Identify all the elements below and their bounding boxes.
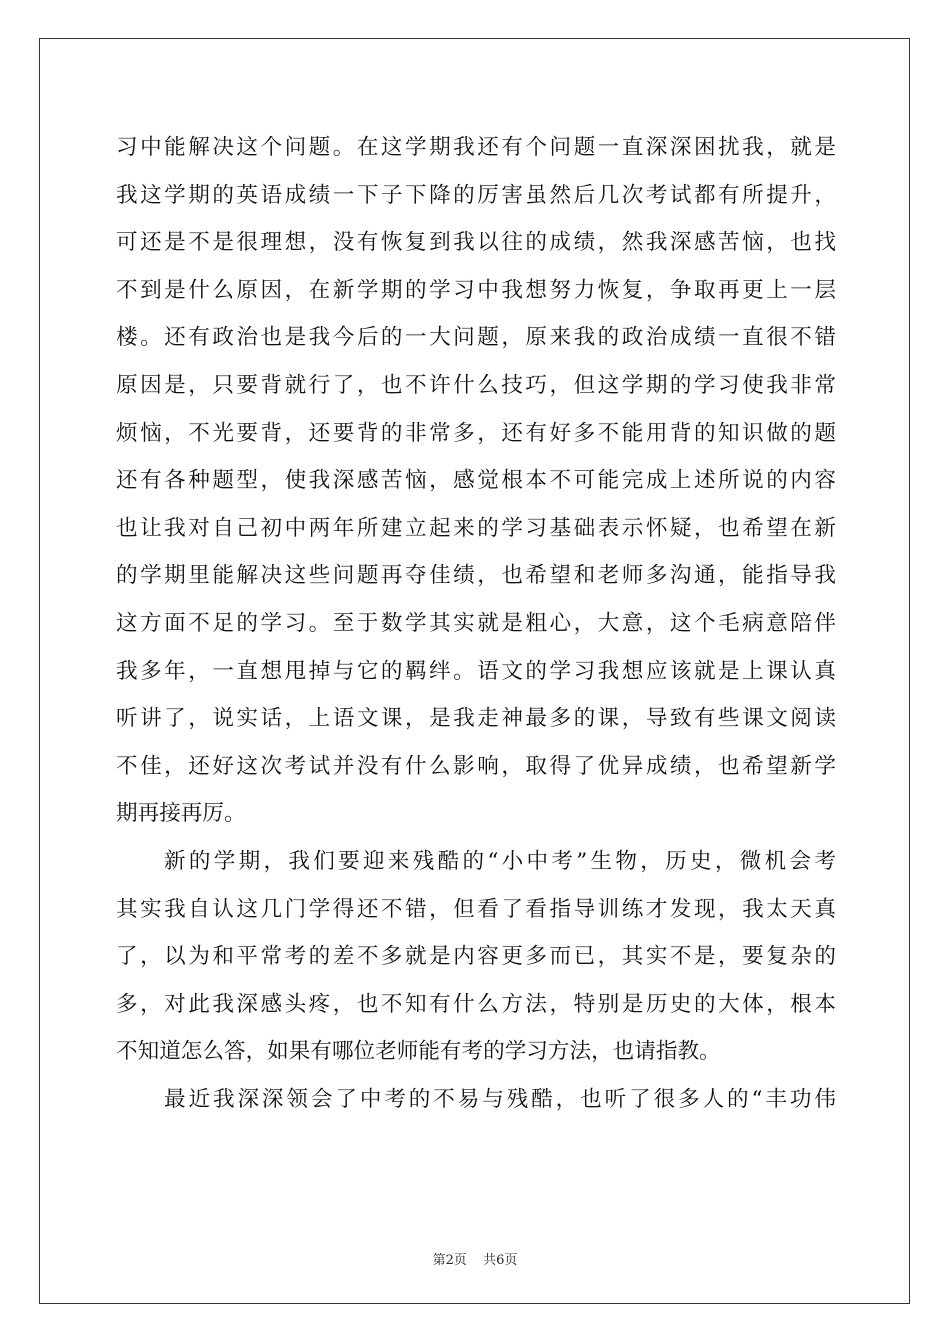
- text-line: 不到是什么原因，在新学期的学习中我想努力恢复，争取再更上一层: [116, 277, 836, 303]
- text-line: 这方面不足的学习。至于数学其实就是粗心，大意，这个毛病意陪伴: [116, 610, 836, 636]
- page-total: 共6页: [483, 1253, 518, 1268]
- text-line: 可还是不是很理想，没有恢复到我以往的成绩，然我深感苦恼，也找: [116, 230, 836, 256]
- text-line: 也让我对自己初中两年所建立起来的学习基础表示怀疑，也希望在新: [116, 515, 836, 541]
- text-line: 其实我自认这几门学得还不错，但看了看指导训练才发现，我太天真: [116, 896, 836, 922]
- document-body: [116, 124, 836, 1123]
- text-line: 我这学期的英语成绩一下子下降的厉害虽然后几次考试都有所提升，: [116, 182, 836, 208]
- text-line: 不知道怎么答，如果有哪位老师能有考的学习方法，也请指教。: [116, 1039, 721, 1065]
- text-line: 新的学期，我们要迎来残酷的“小中考”生物，历史，微机会考: [164, 848, 836, 874]
- text-line: 原因是，只要背就行了，也不许什么技巧，但这学期的学习使我非常: [116, 372, 836, 398]
- text-line: 不佳，还好这次考试并没有什么影响，取得了优异成绩，也希望新学: [116, 753, 836, 779]
- text-line: 的学期里能解决这些问题再夺佳绩，也希望和老师多沟通，能指导我: [116, 563, 836, 589]
- page-footer: [0, 1249, 950, 1268]
- page-number: 第2页: [432, 1253, 467, 1268]
- text-line: 了，以为和平常考的差不多就是内容更多而已，其实不是，要复杂的: [116, 944, 836, 970]
- text-line: 期再接再厉。: [116, 801, 246, 827]
- text-line: 最近我深深领会了中考的不易与残酷，也听了很多人的“丰功伟: [164, 1086, 836, 1112]
- text-line: 听讲了，说实话，上语文课，是我走神最多的课，导致有些课文阅读: [116, 706, 836, 732]
- text-line: 习中能解决这个问题。在这学期我还有个问题一直深深困扰我，就是: [116, 135, 836, 160]
- text-line: 烦恼，不光要背，还要背的非常多，还有好多不能用背的知识做的题: [116, 420, 836, 446]
- text-line: 楼。还有政治也是我今后的一大问题，原来我的政治成绩一直很不错: [116, 325, 836, 351]
- text-line: 多，对此我深感头疼，也不知有什么方法，特别是历史的大体，根本: [116, 991, 836, 1017]
- text-line: 还有各种题型，使我深感苦恼，感觉根本不可能完成上述所说的内容: [116, 468, 836, 494]
- text-line: 我多年，一直想甩掉与它的羁绊。语文的学习我想应该就是上课认真: [116, 658, 836, 684]
